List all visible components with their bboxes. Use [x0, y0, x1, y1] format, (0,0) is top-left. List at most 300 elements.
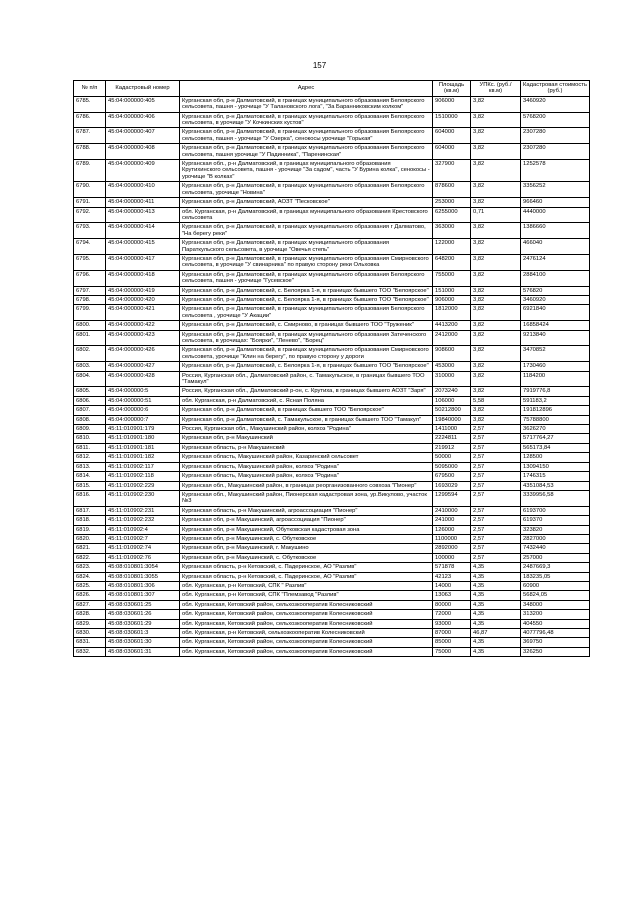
cadastral-cost: 966460 — [521, 198, 590, 207]
address: обл. Курганская, Кетовский район, сельхозкооператив Колесниковский — [180, 619, 433, 628]
table-row — [74, 128, 590, 144]
address: Курганская обл, р-н Далматовский, в границах бывшего ТОО "Белоярское" — [180, 406, 433, 415]
address: Курганская обл, р-н Далматовский, с. Белоярка 1-я, в границах бывшего ТОО "Белоярское" — [180, 295, 433, 304]
row-number: 6796. — [74, 270, 106, 286]
cadastral-cost: 56824,05 — [521, 591, 590, 600]
address: Курганская обл, р-н Далматовский, с. Белоярка 1-я, в границах бывшего ТОО "Белоярское" — [180, 362, 433, 371]
row-number: 6799. — [74, 305, 106, 321]
table-row — [74, 490, 590, 506]
area: 310000 — [433, 371, 471, 387]
cadastral-number: 45:04:000000:418 — [106, 270, 180, 286]
cadastral-number: 45:11:010901:182 — [106, 453, 180, 462]
cadastral-cost: 1746315 — [521, 472, 590, 481]
table-row — [74, 481, 590, 490]
area: 122000 — [433, 239, 471, 255]
address: Курганская обл, р-н Макушинский, Обутковская кадастровая зона — [180, 525, 433, 534]
table-row — [74, 330, 590, 346]
area: 908600 — [433, 346, 471, 362]
upks: 3,82 — [471, 371, 521, 387]
upks: 4,35 — [471, 619, 521, 628]
upks: 2,57 — [471, 553, 521, 562]
upks: 3,82 — [471, 128, 521, 144]
address: Курганская обл, р-н Макушинский, агроассоциация "Пионер" — [180, 516, 433, 525]
area: 219912 — [433, 443, 471, 452]
upks: 3,82 — [471, 239, 521, 255]
cadastral-cost: 591183,2 — [521, 396, 590, 405]
address: Курганская обл, р-н Макушинский — [180, 434, 433, 443]
area: 80000 — [433, 600, 471, 609]
cadastral-number: 45:11:010902:7 — [106, 534, 180, 543]
upks: 4,35 — [471, 563, 521, 572]
table-row — [74, 239, 590, 255]
cadastral-number: 45:08:010801:307 — [106, 591, 180, 600]
cadastral-cost: 466040 — [521, 239, 590, 255]
area: 19840000 — [433, 415, 471, 424]
row-number: 6797. — [74, 286, 106, 295]
row-number: 6788. — [74, 144, 106, 160]
area: 1411000 — [433, 425, 471, 434]
table-row — [74, 525, 590, 534]
cadastral-cost: 2827000 — [521, 534, 590, 543]
row-number: 6790. — [74, 182, 106, 198]
cadastral-cost: 5717764,27 — [521, 434, 590, 443]
cadastral-cost: 7919776,8 — [521, 387, 590, 396]
upks: 2,57 — [471, 506, 521, 515]
cadastral-cost: 565173,84 — [521, 443, 590, 452]
cadastral-cost: 191812896 — [521, 406, 590, 415]
cadastral-cost: 1386660 — [521, 223, 590, 239]
table-row — [74, 462, 590, 471]
row-number: 6820. — [74, 534, 106, 543]
address: Курганская обл, р-н Макушинский, с. Обутковское — [180, 534, 433, 543]
area: 5095000 — [433, 462, 471, 471]
upks: 2,57 — [471, 544, 521, 553]
upks: 3,82 — [471, 346, 521, 362]
upks: 2,57 — [471, 434, 521, 443]
table-row — [74, 160, 590, 182]
area: 1510000 — [433, 112, 471, 128]
area: 13063 — [433, 591, 471, 600]
cadastral-number: 45:04:000000:422 — [106, 321, 180, 330]
row-number: 6785. — [74, 96, 106, 112]
table-row — [74, 207, 590, 223]
address: Курганская обл, р-н Далматовский, в границах муниципального образования Белоярского сельсовета, пашня - урочище "У Талановского лога", "За Баранниковским колком" — [180, 96, 433, 112]
cadastral-number: 45:04:000000:427 — [106, 362, 180, 371]
area: 604000 — [433, 128, 471, 144]
cadastral-number: 45:04:000000:51 — [106, 396, 180, 405]
row-number: 6809. — [74, 425, 106, 434]
table-row — [74, 619, 590, 628]
area: 50000 — [433, 453, 471, 462]
upks: 2,57 — [471, 472, 521, 481]
address: Курганская обл., Макушинский район, Пионерская кадастровая зона, ур.Викулово, участок №3 — [180, 490, 433, 506]
table-row — [74, 453, 590, 462]
table-row — [74, 516, 590, 525]
upks: 0,71 — [471, 207, 521, 223]
cadastral-number: 45:04:000000:407 — [106, 128, 180, 144]
cadastral-cost: 3356252 — [521, 182, 590, 198]
cadastral-number: 45:04:000000:414 — [106, 223, 180, 239]
row-number: 6786. — [74, 112, 106, 128]
address: Курганская область, р-н Макушинский, агроассоциация "Пионер" — [180, 506, 433, 515]
cadastral-number: 45:04:000000:406 — [106, 112, 180, 128]
upks: 4,35 — [471, 610, 521, 619]
cadastral-number: 45:11:010902:118 — [106, 472, 180, 481]
table-row — [74, 534, 590, 543]
row-number: 6813. — [74, 462, 106, 471]
address: обл. Курганская, р-н Далматовский, в границах муниципального образования Крестовского сельсовета — [180, 207, 433, 223]
address: Курганская обл, р-н Далматовский, АОЗТ "Песковское" — [180, 198, 433, 207]
row-number: 6802. — [74, 346, 106, 362]
table-row — [74, 610, 590, 619]
row-number: 6824. — [74, 572, 106, 581]
header-address: Адрес — [180, 81, 433, 97]
cadastral-number: 45:11:010902:231 — [106, 506, 180, 515]
cadastral-cost: 9213840 — [521, 330, 590, 346]
cadastral-number: 45:08:030601:26 — [106, 610, 180, 619]
row-number: 6794. — [74, 239, 106, 255]
cadastral-cost: 128500 — [521, 453, 590, 462]
table-row — [74, 144, 590, 160]
upks: 2,57 — [471, 425, 521, 434]
table-row — [74, 647, 590, 656]
header-cadastral-cost: Кадастровая стоимость (руб.) — [521, 81, 590, 97]
cadastral-number: 45:04:000000:413 — [106, 207, 180, 223]
table-header-row — [74, 81, 590, 97]
cadastral-number: 45:04:000000:5 — [106, 387, 180, 396]
area: 648200 — [433, 254, 471, 270]
row-number: 6830. — [74, 629, 106, 638]
upks: 3,82 — [471, 96, 521, 112]
header-cadastral-number: Кадастровый номер — [106, 81, 180, 97]
cadastral-number: 45:11:010902:4 — [106, 525, 180, 534]
upks: 3,82 — [471, 270, 521, 286]
address: Курганская область, Макушинский район, Казаринский сельсовет — [180, 453, 433, 462]
row-number: 6810. — [74, 434, 106, 443]
upks: 2,57 — [471, 462, 521, 471]
row-number: 6812. — [74, 453, 106, 462]
upks: 4,35 — [471, 600, 521, 609]
area: 2073240 — [433, 387, 471, 396]
row-number: 6804. — [74, 371, 106, 387]
header-area: Площадь (кв.м) — [433, 81, 471, 97]
cadastral-number: 45:04:000000:410 — [106, 182, 180, 198]
cadastral-cost: 3460920 — [521, 295, 590, 304]
address: обл. Курганская, р-н Кетовский, СПК " Разлив" — [180, 581, 433, 590]
area: 906000 — [433, 96, 471, 112]
table-row — [74, 434, 590, 443]
cadastral-number: 45:04:000000:6 — [106, 406, 180, 415]
row-number: 6814. — [74, 472, 106, 481]
table-row — [74, 581, 590, 590]
address: Курганская обл, р-н Далматовский, в границах муниципального образования Белоярского сельсовета, пашня - урочище "У Озерка", сенокосы урочище "Горькая" — [180, 128, 433, 144]
cadastral-number: 45:08:030601:29 — [106, 619, 180, 628]
cadastral-number: 45:11:010902:74 — [106, 544, 180, 553]
address: Курганская обл, р-н Далматовский, с. Смирново, в границах бывшего ТОО "Труженик" — [180, 321, 433, 330]
cadastral-number: 45:04:000000:405 — [106, 96, 180, 112]
cadastral-cost: 3626270 — [521, 425, 590, 434]
area: 755000 — [433, 270, 471, 286]
address: Курганская область, р-н Кетовский, с. Падеринское, АО "Разлив" — [180, 563, 433, 572]
cadastral-number: 45:11:010902:76 — [106, 553, 180, 562]
cadastral-cost: 2884100 — [521, 270, 590, 286]
cadastral-cost: 2476124 — [521, 254, 590, 270]
cadastral-cost: 4351084,53 — [521, 481, 590, 490]
cadastral-cost: 13094150 — [521, 462, 590, 471]
address: Курганская обл, р-н Далматовский, в границах муниципального образования Белоярского сельсовета, пашня урочище "У Падинника", "Паренинская" — [180, 144, 433, 160]
area: 241000 — [433, 516, 471, 525]
page-number: 157 — [312, 61, 327, 70]
address: Курганская обл, р-н Далматовский, в границах муниципального образования Белоярского сельсовета, пашня - урочище "Гусевское" — [180, 270, 433, 286]
upks: 3,82 — [471, 387, 521, 396]
area: 679500 — [433, 472, 471, 481]
upks: 2,57 — [471, 490, 521, 506]
cadastral-cost: 5768200 — [521, 112, 590, 128]
area: 1100000 — [433, 534, 471, 543]
table-row — [74, 472, 590, 481]
row-number: 6825. — [74, 581, 106, 590]
cadastral-cost: 3470852 — [521, 346, 590, 362]
upks: 46,87 — [471, 629, 521, 638]
address: Курганская область, р-н Макушинский — [180, 443, 433, 452]
area: 6255000 — [433, 207, 471, 223]
cadastral-number: 45:11:010902:229 — [106, 481, 180, 490]
row-number: 6832. — [74, 647, 106, 656]
upks: 3,82 — [471, 362, 521, 371]
table-row — [74, 112, 590, 128]
upks: 3,82 — [471, 144, 521, 160]
table-row — [74, 198, 590, 207]
address: обл. Курганская, Кетовский район, сельхозкооператив Колесниковский — [180, 600, 433, 609]
address: Курганская обл, р-н Далматовский, в границах муниципального образования г Далматово, "На берегу реки" — [180, 223, 433, 239]
table-row — [74, 638, 590, 647]
table-row — [74, 321, 590, 330]
area: 1299594 — [433, 490, 471, 506]
cadastral-number: 45:04:000000:428 — [106, 371, 180, 387]
row-number: 6831. — [74, 638, 106, 647]
area: 1812000 — [433, 305, 471, 321]
address: Курганская область, Макушинский район, колхоз "Родина" — [180, 472, 433, 481]
table-row — [74, 563, 590, 572]
table-row — [74, 223, 590, 239]
header-upks: УПКс. (руб./кв.м) — [471, 81, 521, 97]
cadastral-number: 45:04:000000:417 — [106, 254, 180, 270]
upks: 2,57 — [471, 534, 521, 543]
cadastral-number: 45:04:000000:423 — [106, 330, 180, 346]
cadastral-cost: 323820 — [521, 525, 590, 534]
cadastral-cost: 7432440 — [521, 544, 590, 553]
upks: 2,57 — [471, 453, 521, 462]
cadastral-number: 45:11:010901:180 — [106, 434, 180, 443]
upks: 3,82 — [471, 305, 521, 321]
address: Курганская обл, р-н Далматовский, в границах муниципального образования Смирновского сельсовета, урочище "Клин на берегу", по правую сторону у дороги — [180, 346, 433, 362]
upks: 2,57 — [471, 516, 521, 525]
address: обл. Курганская, Кетовский район, сельхозкооператив Колесниковский — [180, 638, 433, 647]
area: 93000 — [433, 619, 471, 628]
area: 72000 — [433, 610, 471, 619]
row-number: 6811. — [74, 443, 106, 452]
address: Курганская область, р-н Кетовский, с. Падеринское, АО "Разлив" — [180, 572, 433, 581]
row-number: 6816. — [74, 490, 106, 506]
table-row — [74, 286, 590, 295]
cadastral-cost: 2307280 — [521, 144, 590, 160]
table-row — [74, 406, 590, 415]
area: 106000 — [433, 396, 471, 405]
area: 363000 — [433, 223, 471, 239]
address: Россия, Курганская обл., Макушинский район, колхоз "Родина" — [180, 425, 433, 434]
cadastral-cost: 4077796,48 — [521, 629, 590, 638]
address: Курганская обл, р-н Далматовский, в границах муниципального образования Затеченского сельсовета, в урочищах: "Боярки", "Ленево", "Борец" — [180, 330, 433, 346]
row-number: 6818. — [74, 516, 106, 525]
address: Курганская обл., Макушинский район, в границах реорганизованного совхоза "Пионер" — [180, 481, 433, 490]
address: обл. Курганская, р-н Кетовский, сельхозкооператив Колесниковский — [180, 629, 433, 638]
cadastral-cost: 326250 — [521, 647, 590, 656]
cadastral-number: 45:04:000000:408 — [106, 144, 180, 160]
upks: 3,82 — [471, 406, 521, 415]
row-number: 6800. — [74, 321, 106, 330]
upks: 4,35 — [471, 581, 521, 590]
area: 75000 — [433, 647, 471, 656]
cadastral-cost: 3460920 — [521, 96, 590, 112]
cadastral-number: 45:04:000000:409 — [106, 160, 180, 182]
row-number: 6808. — [74, 415, 106, 424]
upks: 3,82 — [471, 330, 521, 346]
cadastral-cost: 404550 — [521, 619, 590, 628]
area: 604000 — [433, 144, 471, 160]
table-row — [74, 443, 590, 452]
table-body — [74, 96, 590, 656]
row-number: 6792. — [74, 207, 106, 223]
upks: 2,57 — [471, 443, 521, 452]
area: 453000 — [433, 362, 471, 371]
row-number: 6817. — [74, 506, 106, 515]
cadastral-cost: 257000 — [521, 553, 590, 562]
table-row — [74, 182, 590, 198]
upks: 4,35 — [471, 572, 521, 581]
upks: 3,82 — [471, 182, 521, 198]
cadastral-cost: 369750 — [521, 638, 590, 647]
upks: 3,82 — [471, 112, 521, 128]
area: 2892000 — [433, 544, 471, 553]
area: 253000 — [433, 198, 471, 207]
row-number: 6789. — [74, 160, 106, 182]
area: 87000 — [433, 629, 471, 638]
cadastral-number: 45:08:030601:25 — [106, 600, 180, 609]
address: Россия, Курганская обл., Далматовский р-он, с. Крутиха, в границах бывшего АОЗТ "Заря" — [180, 387, 433, 396]
upks: 5,58 — [471, 396, 521, 405]
upks: 3,82 — [471, 198, 521, 207]
address: Курганская обл., р-н Далматовский, в границах муниципального образования Крутихинского сельсовета, пашня - урочище "За садом", часть "У Бурина колка", сенокосы - урочище "В колках" — [180, 160, 433, 182]
area: 2412000 — [433, 330, 471, 346]
table-row — [74, 600, 590, 609]
address: Курганская обл, р-н Далматовский, в границах муниципального образования Параткульского сельсовета, в урочище "Овечья степь" — [180, 239, 433, 255]
cadastral-cost: 6921840 — [521, 305, 590, 321]
cadastral-number: 45:04:000000:419 — [106, 286, 180, 295]
area: 327900 — [433, 160, 471, 182]
cadastral-number: 45:11:010902:117 — [106, 462, 180, 471]
cadastral-number: 45:11:010901:179 — [106, 425, 180, 434]
area: 100000 — [433, 553, 471, 562]
cadastral-cost: 2487669,3 — [521, 563, 590, 572]
area: 50212800 — [433, 406, 471, 415]
upks: 4,35 — [471, 591, 521, 600]
upks: 3,82 — [471, 415, 521, 424]
table-row — [74, 591, 590, 600]
cadastral-cost: 313200 — [521, 610, 590, 619]
address: Россия, Курганская обл., Далматовский район, с. Тамакульское, в границах бывшего ТОО "Тамакул" — [180, 371, 433, 387]
upks: 2,57 — [471, 481, 521, 490]
address: Курганская обл, р-н Макушинский, с. Обутковское — [180, 553, 433, 562]
cadastral-cost: 1730460 — [521, 362, 590, 371]
row-number: 6791. — [74, 198, 106, 207]
cadastral-number: 45:08:010801:306 — [106, 581, 180, 590]
cadastral-cost: 2307280 — [521, 128, 590, 144]
table-row — [74, 629, 590, 638]
cadastral-cost: 4440000 — [521, 207, 590, 223]
address: Курганская обл, р-н Далматовский, с. Тамакульское, в границах бывшего ТОО "Тамакул" — [180, 415, 433, 424]
area: 85000 — [433, 638, 471, 647]
row-number: 6798. — [74, 295, 106, 304]
address: обл. Курганская, Кетовский район, сельхозкооператив Колесниковский — [180, 610, 433, 619]
area: 151000 — [433, 286, 471, 295]
cadastral-cost: 619370 — [521, 516, 590, 525]
upks: 3,82 — [471, 254, 521, 270]
cadastral-number: 45:11:010902:232 — [106, 516, 180, 525]
area: 878600 — [433, 182, 471, 198]
row-number: 6828. — [74, 610, 106, 619]
cadastral-number: 45:04:000000:420 — [106, 295, 180, 304]
cadastral-number: 45:08:010801:3054 — [106, 563, 180, 572]
upks: 4,35 — [471, 647, 521, 656]
cadastral-cost: 1252578 — [521, 160, 590, 182]
row-number: 6819. — [74, 525, 106, 534]
area: 4413200 — [433, 321, 471, 330]
row-number: 6815. — [74, 481, 106, 490]
cadastral-number: 45:08:010801:3055 — [106, 572, 180, 581]
row-number: 6803. — [74, 362, 106, 371]
upks: 3,82 — [471, 321, 521, 330]
table-row — [74, 425, 590, 434]
cadastral-cost: 16858424 — [521, 321, 590, 330]
cadastral-number: 45:04:000000:426 — [106, 346, 180, 362]
address: Курганская обл, р-н Далматовский, с. Белоярка 1-я, в границах бывшего ТОО "Белоярское" — [180, 286, 433, 295]
table-row — [74, 544, 590, 553]
table-row — [74, 506, 590, 515]
area: 2410000 — [433, 506, 471, 515]
upks: 3,82 — [471, 295, 521, 304]
upks: 3,82 — [471, 223, 521, 239]
row-number: 6787. — [74, 128, 106, 144]
row-number: 6826. — [74, 591, 106, 600]
row-number: 6793. — [74, 223, 106, 239]
address: Курганская обл, р-н Далматовский, в границах муниципального образования Белоярского сельсовета, урочище "Новина" — [180, 182, 433, 198]
address: Курганская область, Макушинский район, колхоз "Родина" — [180, 462, 433, 471]
cadastral-cost: 183235,05 — [521, 572, 590, 581]
table-row — [74, 96, 590, 112]
table-row — [74, 305, 590, 321]
row-number: 6795. — [74, 254, 106, 270]
table-row — [74, 572, 590, 581]
cadastral-number: 45:08:030601:30 — [106, 638, 180, 647]
table-row — [74, 553, 590, 562]
header-number: № п/п — [74, 81, 106, 97]
address: обл. Курганская, р-н Далматовский, с. Ясная Поляна — [180, 396, 433, 405]
cadastral-number: 45:11:010901:181 — [106, 443, 180, 452]
table-row — [74, 415, 590, 424]
cadastral-cost: 576820 — [521, 286, 590, 295]
row-number: 6806. — [74, 396, 106, 405]
area: 126000 — [433, 525, 471, 534]
